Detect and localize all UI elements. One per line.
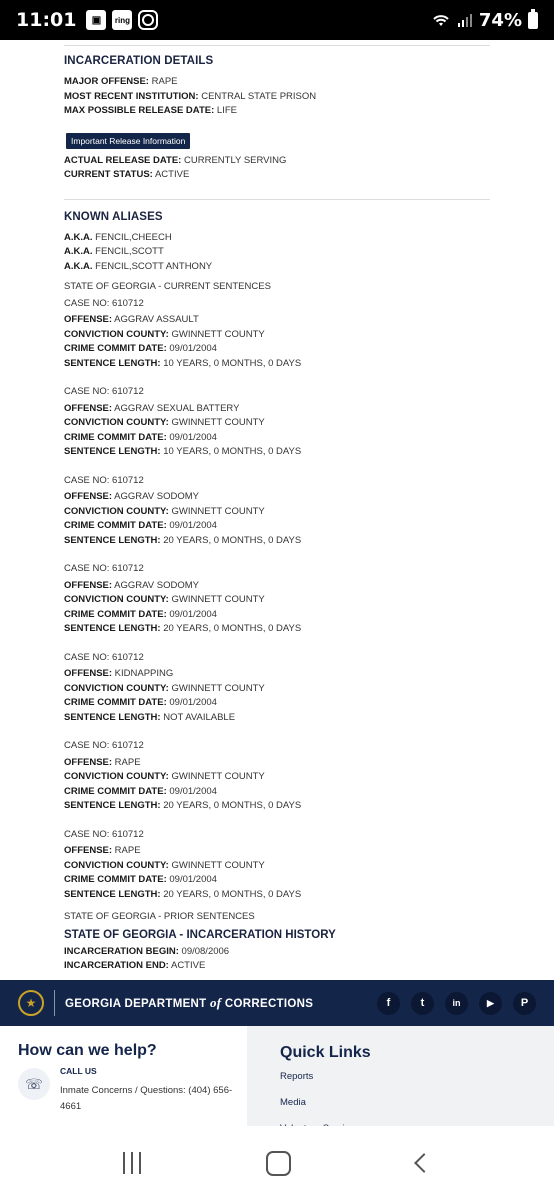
current-status (64, 168, 490, 183)
offense-value: RAPE (114, 845, 141, 856)
alias-value: FENCIL,SCOTT ANTHONY (95, 260, 213, 272)
commit-date (64, 608, 490, 623)
sentence-length (64, 445, 490, 460)
current-status-label: CURRENT STATUS: (64, 169, 153, 180)
offense-label: OFFENSE: (64, 845, 113, 856)
signal-icon (457, 12, 473, 28)
offense (64, 402, 490, 417)
case-label: CASE NO: (64, 386, 110, 397)
help-title: How can we help? (18, 1042, 157, 1059)
sentence-length (64, 534, 490, 549)
recent-institution (64, 90, 490, 105)
commit-label: CRIME COMMIT DATE: (64, 608, 167, 620)
system-nav-bar (0, 1126, 554, 1200)
case-label: CASE NO: (64, 563, 110, 574)
max-release-date (64, 104, 490, 119)
alias-label: A.K.A. (64, 260, 93, 272)
actual-release-label: ACTUAL RELEASE DATE: (64, 154, 182, 166)
status-bar (0, 0, 554, 40)
case-number (64, 474, 490, 489)
length-label: SENTENCE LENGTH: (64, 711, 161, 723)
end-label: INCARCERATION END: (64, 960, 169, 971)
length-value: 20 YEARS, 0 MONTHS, 0 DAYS (163, 534, 302, 546)
home-button[interactable] (266, 1151, 291, 1176)
offense-value: AGGRAV SEXUAL BATTERY (114, 402, 240, 414)
commit-value: 09/01/2004 (169, 697, 217, 708)
county-label: CONVICTION COUNTY: (64, 859, 169, 871)
pinterest-icon[interactable]: P (513, 992, 536, 1015)
commit-label: CRIME COMMIT DATE: (64, 343, 167, 354)
sentence-length (64, 711, 490, 726)
sentence-record (64, 739, 490, 814)
length-value: 10 YEARS, 0 MONTHS, 0 DAYS (163, 446, 302, 457)
call-us-label: CALL US (60, 1066, 97, 1076)
org-name-pre: GEORGIA DEPARTMENT (65, 998, 210, 1010)
case-label: CASE NO: (64, 474, 110, 486)
length-label: SENTENCE LENGTH: (64, 623, 161, 634)
county-label: CONVICTION COUNTY: (64, 594, 169, 605)
recent-apps-button[interactable] (123, 1152, 141, 1174)
commit-date (64, 785, 490, 800)
alias-item (64, 260, 490, 275)
length-label: SENTENCE LENGTH: (64, 534, 161, 546)
end-value: ACTIVE (170, 960, 206, 971)
quick-link-reports[interactable]: Reports (280, 1071, 314, 1082)
linkedin-icon[interactable]: in (445, 992, 468, 1015)
county-value: GWINNETT COUNTY (171, 682, 265, 694)
org-name[interactable] (65, 995, 313, 1011)
length-label: SENTENCE LENGTH: (64, 357, 161, 369)
offense-label: OFFENSE: (64, 579, 113, 591)
case-label: CASE NO: (64, 740, 110, 751)
recent-institution-label: MOST RECENT INSTITUTION: (64, 90, 199, 102)
help-column (18, 1042, 248, 1112)
battery-icon (528, 12, 538, 29)
incarceration-details-title: INCARCERATION DETAILS (64, 55, 214, 67)
actual-release-value: CURRENTLY SERVING (184, 154, 287, 166)
length-label: SENTENCE LENGTH: (64, 888, 161, 900)
case-number (64, 385, 490, 400)
battery-percent: 74% (478, 9, 522, 31)
call-us-text[interactable]: Inmate Concerns / Questions: (404) 656-4661 (60, 1085, 233, 1112)
incarceration-history-title: STATE OF GEORGIA - INCARCERATION HISTORY (64, 928, 336, 941)
offense-label: OFFENSE: (64, 756, 113, 768)
sentence-record (64, 828, 490, 903)
conviction-county (64, 416, 490, 431)
offense-value: AGGRAV SODOMY (114, 579, 199, 591)
commit-date (64, 342, 490, 357)
recent-institution-value: CENTRAL STATE PRISON (201, 90, 317, 102)
offense (64, 490, 490, 505)
help-section (0, 1026, 554, 1126)
case-number (64, 297, 490, 312)
sentence-length (64, 622, 490, 637)
case-value: 610712 (112, 740, 144, 751)
case-number (64, 828, 490, 843)
alias-item (64, 231, 490, 246)
current-status-value: ACTIVE (154, 169, 190, 180)
footer-band (0, 980, 554, 1026)
wifi-icon (431, 12, 451, 28)
length-value: 20 YEARS, 0 MONTHS, 0 DAYS (163, 888, 302, 900)
case-number (64, 739, 490, 754)
offense (64, 313, 490, 328)
commit-label: CRIME COMMIT DATE: (64, 520, 167, 531)
prior-sentences-label: STATE OF GEORGIA - PRIOR SENTENCES (64, 911, 255, 922)
alias-label: A.K.A. (64, 231, 93, 243)
offense-label: OFFENSE: (64, 491, 113, 502)
commit-date (64, 431, 490, 446)
begin-label: INCARCERATION BEGIN: (64, 945, 179, 957)
conviction-county (64, 859, 490, 874)
georgia-seal-icon[interactable]: ★ (18, 990, 44, 1016)
known-aliases-title: KNOWN ALIASES (64, 210, 163, 223)
max-release-label: MAX POSSIBLE RELEASE DATE: (64, 105, 215, 116)
length-value: 20 YEARS, 0 MONTHS, 0 DAYS (163, 800, 302, 811)
offense (64, 579, 490, 594)
county-label: CONVICTION COUNTY: (64, 682, 169, 694)
length-value: 20 YEARS, 0 MONTHS, 0 DAYS (163, 623, 302, 634)
alias-value: FENCIL,CHEECH (95, 231, 172, 243)
conviction-county (64, 505, 490, 520)
commit-value: 09/01/2004 (169, 431, 217, 443)
case-number (64, 651, 490, 666)
conviction-county (64, 593, 490, 608)
offense-label: OFFENSE: (64, 314, 113, 325)
case-label: CASE NO: (64, 651, 110, 663)
offense-value: RAPE (114, 756, 141, 768)
alias-item (64, 245, 490, 260)
commit-date (64, 873, 490, 888)
quick-links (247, 1026, 554, 1126)
major-offense (64, 75, 490, 90)
youtube-icon[interactable]: ▶ (479, 992, 502, 1015)
current-sentences-label: STATE OF GEORGIA - CURRENT SENTENCES (64, 281, 271, 292)
case-label: CASE NO: (64, 297, 110, 309)
offense-value: KIDNAPPING (114, 668, 174, 679)
incarceration-begin (64, 945, 490, 960)
county-value: GWINNETT COUNTY (171, 417, 265, 428)
org-name-of: of (209, 995, 222, 1010)
offense (64, 844, 490, 859)
length-value: NOT AVAILABLE (163, 711, 236, 723)
commit-label: CRIME COMMIT DATE: (64, 431, 167, 443)
conviction-county (64, 328, 490, 343)
county-value: GWINNETT COUNTY (171, 505, 265, 517)
commit-date (64, 696, 490, 711)
case-value: 610712 (112, 297, 144, 309)
commit-value: 09/01/2004 (169, 343, 217, 354)
commit-value: 09/01/2004 (169, 608, 217, 620)
sentence-length (64, 357, 490, 372)
county-value: GWINNETT COUNTY (171, 594, 265, 605)
sentence-record (64, 562, 490, 637)
quick-link-media[interactable]: Media (280, 1097, 306, 1108)
top-divider (64, 40, 490, 46)
org-name-post: CORRECTIONS (221, 998, 314, 1010)
actual-release-date (64, 154, 490, 169)
length-value: 10 YEARS, 0 MONTHS, 0 DAYS (163, 357, 302, 369)
conviction-county (64, 682, 490, 697)
twitter-icon[interactable]: t (411, 992, 434, 1015)
incarceration-end (64, 959, 490, 974)
facebook-icon[interactable]: f (377, 992, 400, 1015)
offense-value: AGGRAV ASSAULT (114, 314, 199, 325)
sentence-record (64, 474, 490, 549)
case-label: CASE NO: (64, 828, 110, 840)
sentence-length (64, 888, 490, 903)
conviction-county (64, 770, 490, 785)
gallery-icon: ▣ (86, 10, 106, 30)
offender-details (0, 40, 554, 980)
major-offense-value: RAPE (151, 76, 178, 87)
sentence-length (64, 799, 490, 814)
offense-value: AGGRAV SODOMY (114, 491, 199, 502)
county-label: CONVICTION COUNTY: (64, 505, 169, 517)
county-label: CONVICTION COUNTY: (64, 417, 169, 428)
instagram-icon (138, 10, 158, 30)
county-value: GWINNETT COUNTY (171, 771, 265, 782)
sentence-record (64, 385, 490, 460)
commit-label: CRIME COMMIT DATE: (64, 874, 167, 885)
commit-value: 09/01/2004 (169, 520, 217, 531)
begin-value: 09/08/2006 (181, 945, 230, 957)
county-value: GWINNETT COUNTY (171, 328, 265, 340)
commit-value: 09/01/2004 (169, 874, 217, 885)
sentence-record (64, 297, 490, 372)
offense-label: OFFENSE: (64, 668, 113, 679)
case-value: 610712 (112, 474, 144, 486)
county-label: CONVICTION COUNTY: (64, 328, 169, 340)
case-value: 610712 (112, 563, 144, 574)
major-offense-label: MAJOR OFFENSE: (64, 76, 149, 87)
status-right (431, 10, 538, 31)
commit-value: 09/01/2004 (169, 785, 217, 797)
important-release-info-button[interactable]: Important Release Information (66, 133, 190, 149)
commit-label: CRIME COMMIT DATE: (64, 697, 167, 708)
ring-app-icon: ring (112, 10, 132, 30)
social-links (377, 992, 536, 1015)
quick-links-title: Quick Links (280, 1044, 371, 1061)
case-value: 610712 (112, 651, 144, 663)
alias-label: A.K.A. (64, 246, 93, 257)
case-value: 610712 (112, 386, 144, 397)
section-divider (64, 199, 490, 200)
phone-icon: ☏ (18, 1068, 50, 1100)
max-release-value: LIFE (216, 105, 237, 116)
length-label: SENTENCE LENGTH: (64, 800, 161, 811)
commit-date (64, 519, 490, 534)
length-label: SENTENCE LENGTH: (64, 446, 161, 457)
offense (64, 667, 490, 682)
status-time: 11:01 (16, 9, 77, 31)
offense-label: OFFENSE: (64, 402, 113, 414)
commit-label: CRIME COMMIT DATE: (64, 785, 167, 797)
county-label: CONVICTION COUNTY: (64, 771, 169, 782)
county-value: GWINNETT COUNTY (171, 859, 265, 871)
case-number (64, 562, 490, 577)
band-separator (54, 990, 55, 1016)
alias-value: FENCIL,SCOTT (95, 246, 164, 257)
back-button[interactable] (414, 1153, 434, 1173)
offense (64, 756, 490, 771)
case-value: 610712 (112, 828, 144, 840)
sentence-record (64, 651, 490, 726)
